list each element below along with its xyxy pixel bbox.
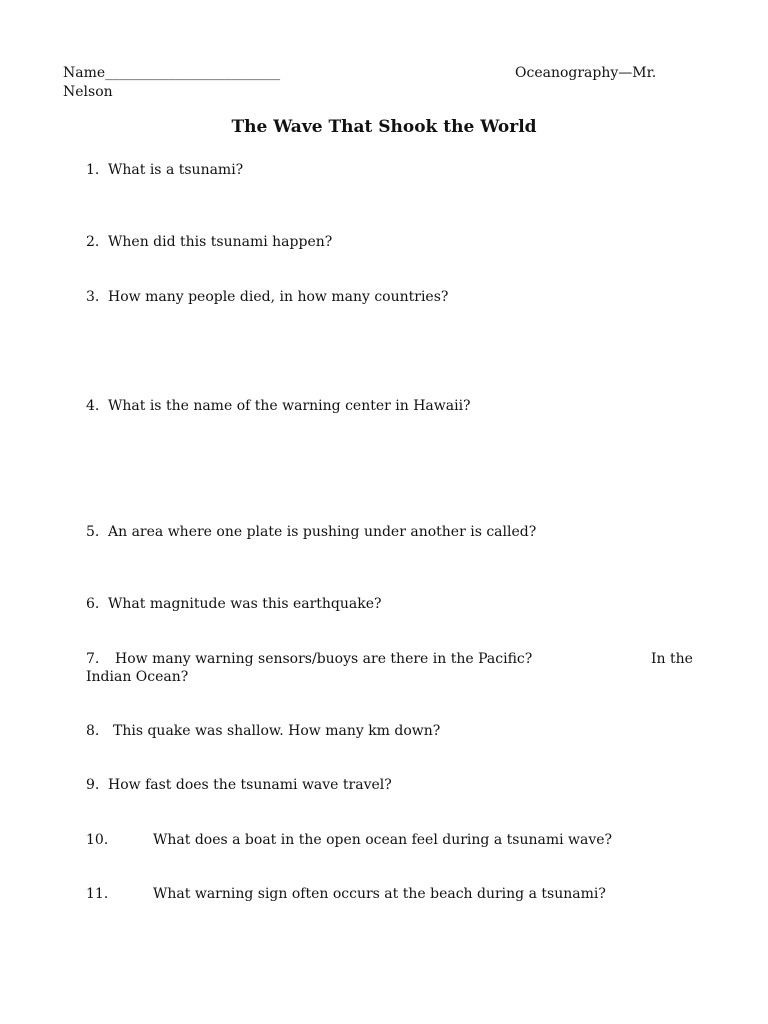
question-number: 9.: [86, 777, 100, 793]
question-7-line2: Indian Ocean?: [86, 669, 189, 685]
question-5: [86, 524, 536, 541]
name-field-label: Name_________________________: [63, 65, 281, 81]
question-3: [86, 289, 448, 306]
question-10: [86, 832, 612, 849]
question-number: 5.: [86, 524, 100, 540]
question-text: What warning sign often occurs at the beach during a tsunami?: [153, 886, 606, 902]
question-number: 7.: [86, 651, 100, 667]
question-text: What does a boat in the open ocean feel during a tsunami wave?: [153, 832, 613, 848]
course-label: Oceanography—Mr.: [515, 65, 657, 81]
question-number: 6.: [86, 596, 100, 612]
question-number: 2.: [86, 234, 100, 250]
question-7-continuation: In the: [651, 651, 693, 667]
question-1: [86, 162, 243, 179]
question-text: How many warning sensors/buoys are there in the Pacific?: [115, 651, 533, 667]
page-title: The Wave That Shook the World: [231, 117, 537, 137]
question-number: 11.: [86, 886, 109, 902]
question-text: This quake was shallow. How many km down?: [113, 723, 441, 739]
question-number: 8.: [86, 723, 100, 739]
question-text: What is a tsunami?: [108, 162, 244, 178]
question-number: 10.: [86, 832, 109, 848]
question-number: 3.: [86, 289, 100, 305]
question-4: [86, 398, 471, 415]
question-text: An area where one plate is pushing under another is called?: [108, 524, 537, 540]
question-8: [86, 723, 440, 740]
question-text: What magnitude was this earthquake?: [108, 596, 382, 612]
question-text: How fast does the tsunami wave travel?: [108, 777, 392, 793]
question-number: 1.: [86, 162, 100, 178]
teacher-name: Nelson: [63, 84, 113, 100]
question-6: [86, 596, 382, 613]
question-11: [86, 886, 606, 903]
question-text: How many people died, in how many countries?: [108, 289, 449, 305]
question-text: When did this tsunami happen?: [108, 234, 333, 250]
question-number: 4.: [86, 398, 100, 414]
question-text: What is the name of the warning center in Hawaii?: [108, 398, 471, 414]
question-7: [86, 651, 532, 668]
question-2: [86, 234, 332, 251]
question-9: [86, 777, 392, 794]
